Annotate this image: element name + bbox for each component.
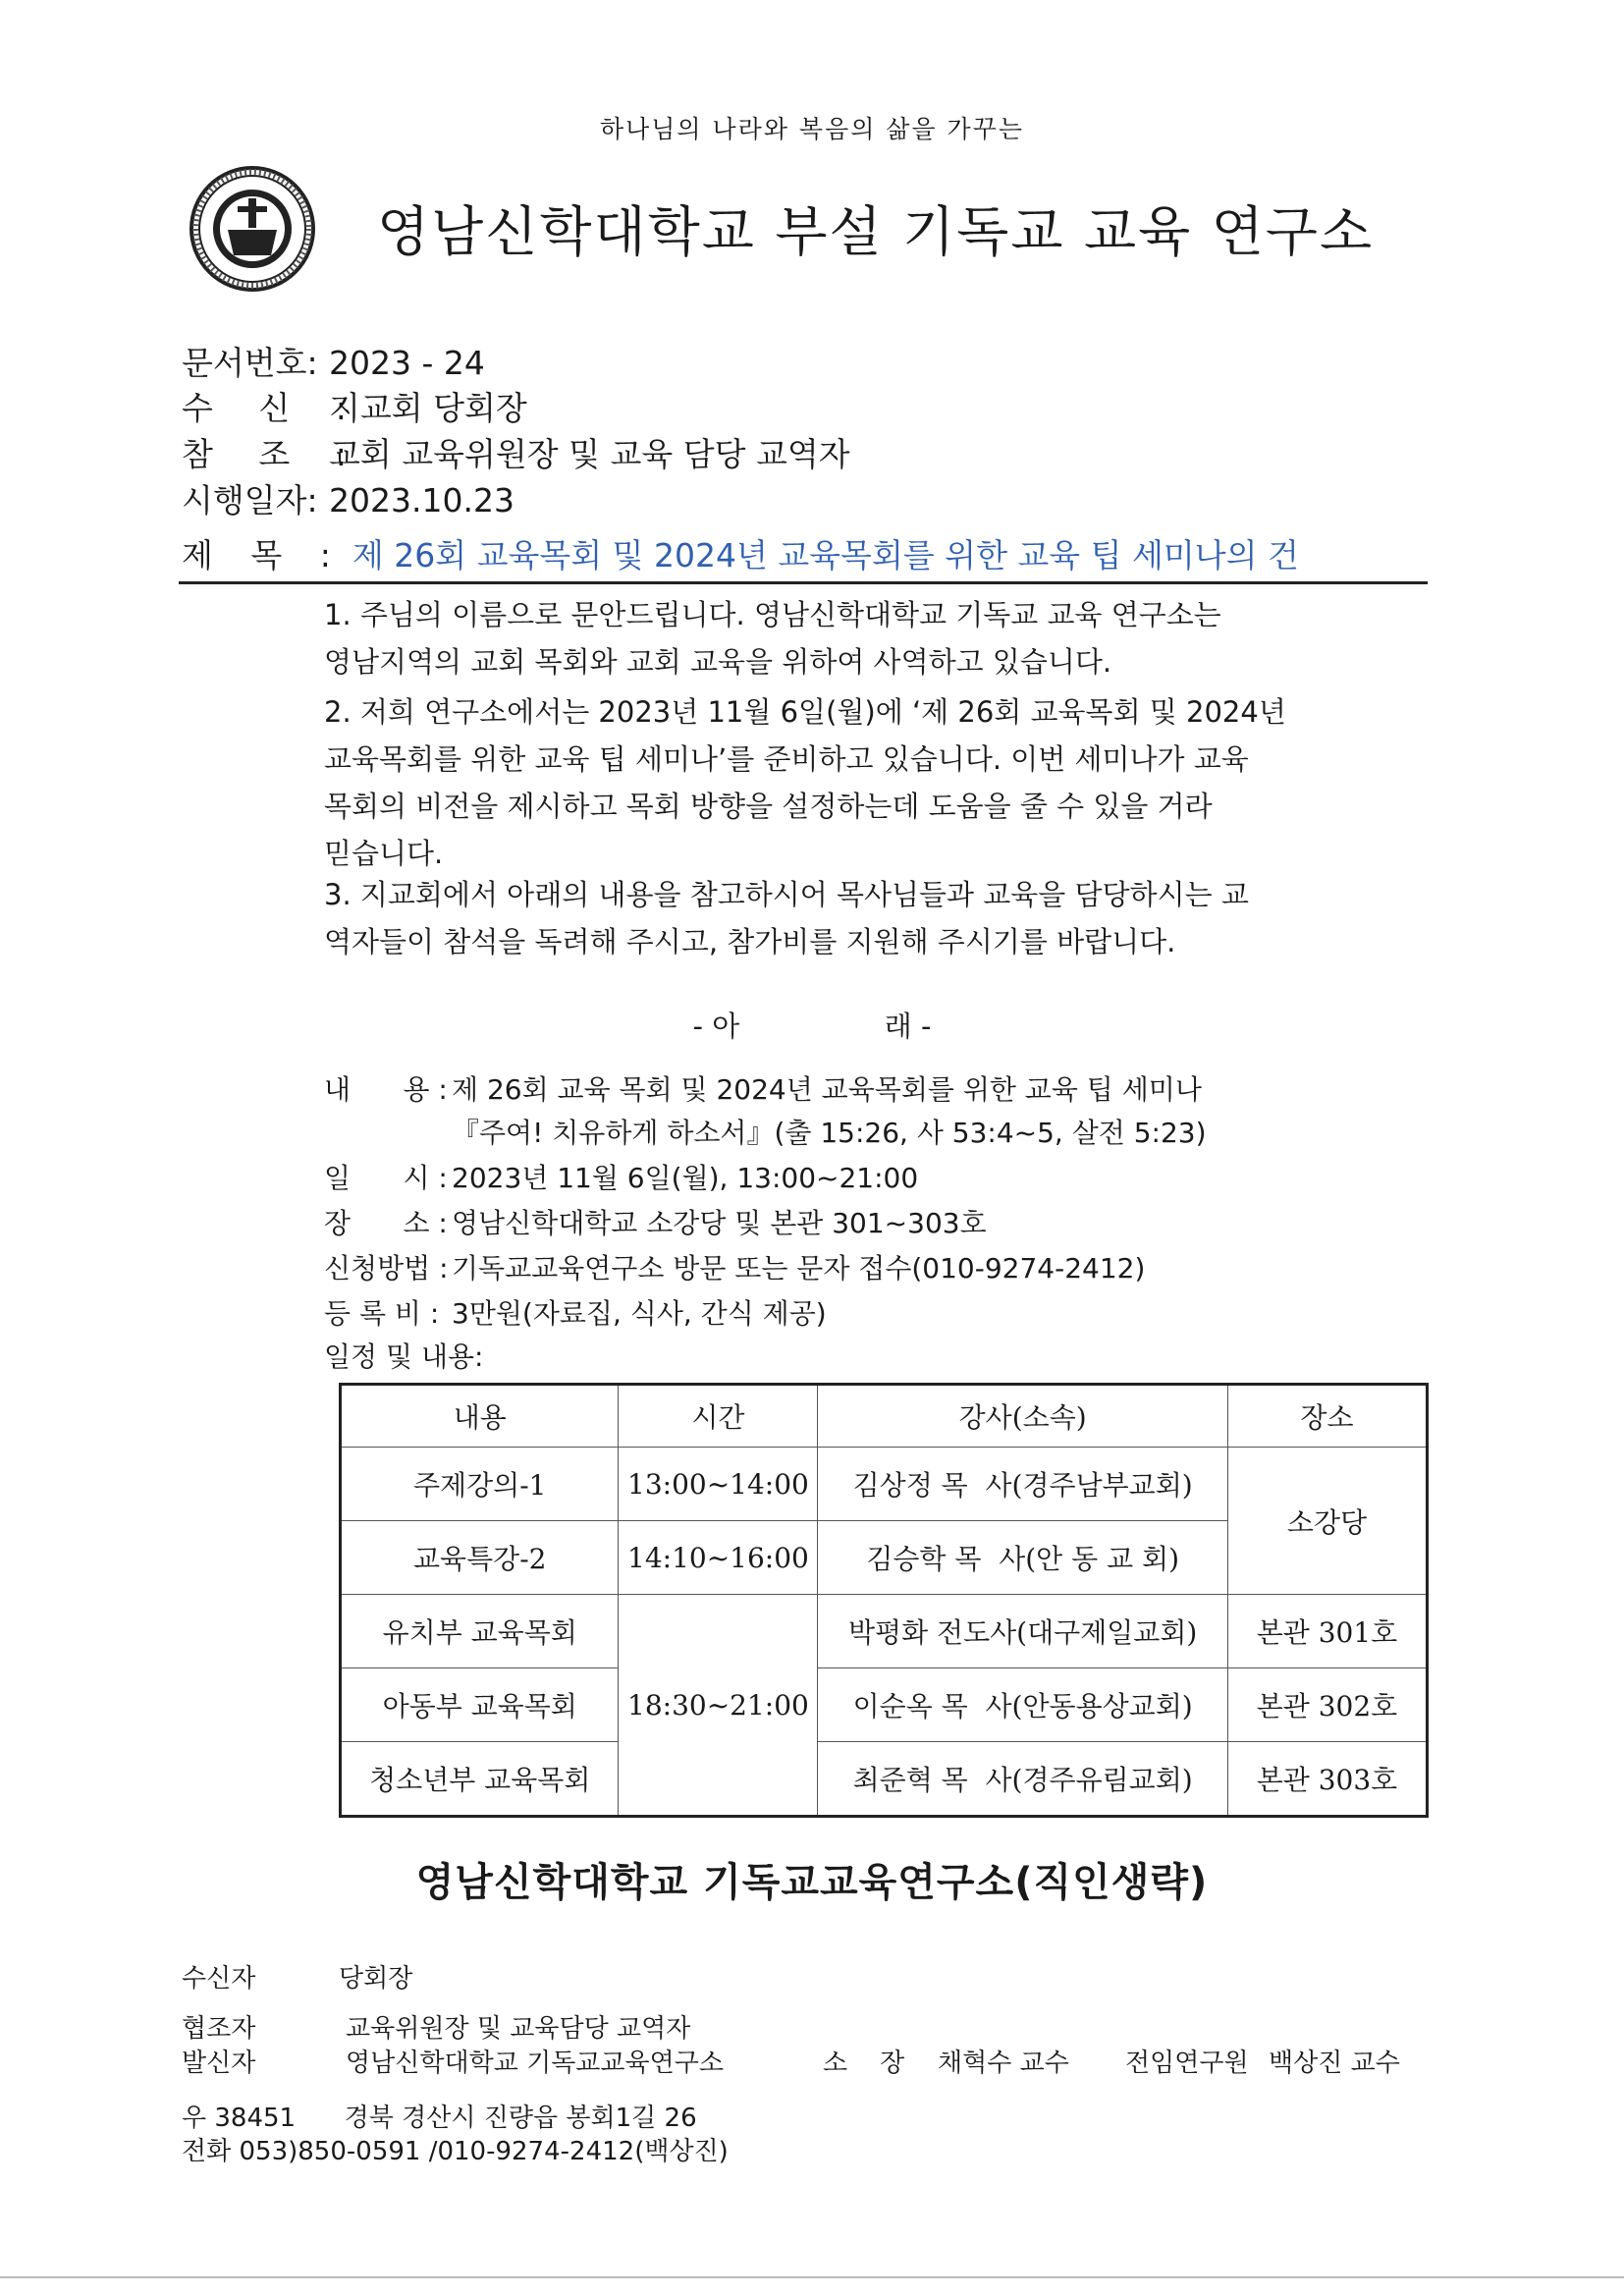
footer-sender: 영남신학대학교 기독교교육연구소	[346, 2049, 725, 2078]
cell-speaker: 김승학 목 사(안 동 교 회)	[818, 1521, 1228, 1595]
cell-content: 유치부 교육목회	[341, 1595, 619, 1668]
cell-speaker: 김상정 목 사(경주남부교회)	[818, 1448, 1228, 1521]
cell-place: 소강당	[1227, 1448, 1427, 1595]
table-header-row	[341, 1385, 1428, 1448]
cell-place: 본관 303호	[1227, 1742, 1427, 1817]
subject-label: 제 목 :	[182, 536, 345, 574]
detail-value: 영남신학대학교 소강당 및 본관 301~303호	[452, 1207, 987, 1239]
date-label: 시행일자:	[182, 481, 318, 519]
cell-content: 청소년부 교육목회	[341, 1742, 619, 1817]
column-header: 장소	[1227, 1385, 1427, 1448]
detail-value: 2023년 11월 6일(월), 13:00~21:00	[452, 1162, 919, 1194]
cell-time: 13:00~14:00	[619, 1448, 818, 1521]
page-bottom-rule	[0, 2276, 1624, 2278]
notice-heading: - 아 래 -	[692, 1010, 932, 1043]
footer-address: 우 38451 경북 경산시 진량읍 봉회1길 26	[182, 2104, 697, 2133]
paragraph-line: 2. 저희 연구소에서는 2023년 11월 6일(월)에 ‘제 26회 교육목회 및 2024년	[324, 695, 1286, 729]
reference-label: 참 조 :	[182, 435, 364, 473]
paragraph-line: 교육목회를 위한 교육 팁 세미나’를 준비하고 있습니다. 이번 세미나가 교육	[324, 742, 1249, 776]
paragraph-line: 목회의 비전을 제시하고 목회 방향을 설정하는데 도움을 줄 수 있을 거라	[324, 790, 1213, 823]
schedule-label: 일정 및 내용:	[324, 1340, 484, 1373]
detail-label: 등 록 비 :	[324, 1297, 440, 1330]
paragraph-line: 역자들이 참석을 독려해 주시고, 참가비를 지원해 주시기를 바랍니다.	[324, 925, 1176, 958]
detail-value: 기독교교육연구소 방문 또는 문자 접수(010-9274-2412)	[452, 1252, 1146, 1285]
cell-place: 본관 302호	[1227, 1668, 1427, 1742]
subject-underline	[179, 581, 1428, 584]
cell-speaker: 이순옥 목 사(안동용상교회)	[818, 1668, 1228, 1742]
paragraph-1	[324, 591, 1453, 685]
organization-title: 영남신학대학교 부설 기독교 교육 연구소	[377, 200, 1375, 263]
cell-content: 아동부 교육목회	[341, 1668, 619, 1742]
doc-number: 2023 - 24	[329, 344, 485, 382]
footer-coop: 교육위원장 및 교육담당 교역자	[346, 2014, 691, 2044]
table-row	[341, 1742, 1428, 1817]
paragraph-3	[324, 871, 1453, 965]
footer-researcher: 백상진 교수	[1269, 2049, 1400, 2078]
detail-when	[324, 1157, 918, 1196]
table-row	[341, 1448, 1428, 1521]
cell-content: 주제강의-1	[341, 1448, 619, 1521]
date-line	[182, 475, 514, 521]
cell-content: 교육특강-2	[341, 1521, 619, 1595]
subject-line	[182, 530, 1299, 576]
detail-apply	[324, 1247, 1145, 1286]
footer-sender-label: 발신자	[182, 2049, 256, 2078]
reference: 교회 교육위원장 및 교육 담당 교역자	[329, 435, 850, 473]
detail-label: 장 소 :	[324, 1207, 448, 1239]
footer-phone: 전화 053)850-0591 /010-9274-2412(백상진)	[182, 2137, 729, 2166]
footer-coop-label: 협조자	[182, 2014, 256, 2044]
detail-value: 3만원(자료집, 식사, 간식 제공)	[452, 1297, 827, 1330]
cell-place: 본관 301호	[1227, 1595, 1427, 1668]
footer-director-title: 소 장	[823, 2049, 905, 2078]
cell-speaker: 최준혁 목 사(경주유림교회)	[818, 1742, 1228, 1817]
reference-line	[182, 429, 850, 475]
column-header: 시간	[619, 1385, 818, 1448]
footer-researcher-title: 전임연구원	[1125, 2049, 1249, 2078]
table-row	[341, 1668, 1428, 1742]
detail-fee	[324, 1292, 827, 1332]
paragraph-line: 믿습니다.	[324, 837, 444, 870]
footer-receiver: 당회장	[339, 1964, 413, 1994]
subject: 제 26회 교육목회 및 2024년 교육목회를 위한 교육 팁 세미나의 건	[352, 536, 1299, 574]
paragraph-line: 3. 지교회에서 아래의 내용을 참고하시어 목사님들과 교육을 담당하시는 교	[324, 878, 1249, 911]
paragraph-line: 1. 주님의 이름으로 문안드립니다. 영남신학대학교 기독교 교육 연구소는	[324, 598, 1221, 631]
detail-label: 일 시 :	[324, 1162, 448, 1194]
detail-where	[324, 1202, 987, 1241]
issuer-name: 영남신학대학교 기독교교육연구소(직인생략)	[415, 1860, 1209, 1905]
recipient-line	[182, 383, 527, 429]
recipient-label: 수 신 :	[182, 389, 364, 427]
detail-label: 신청방법 :	[324, 1252, 449, 1285]
table-row	[341, 1595, 1428, 1668]
detail-content	[324, 1068, 1202, 1108]
paragraph-2	[324, 688, 1453, 877]
cell-time: 18:30~21:00	[619, 1595, 818, 1817]
doc-number-line	[182, 338, 485, 384]
schedule-table	[339, 1383, 1429, 1818]
detail-value: 제 26회 교육 목회 및 2024년 교육목회를 위한 교육 팁 세미나	[452, 1073, 1202, 1106]
cell-speaker: 박평화 전도사(대구제일교회)	[818, 1595, 1228, 1668]
doc-number-label: 문서번호:	[182, 344, 318, 382]
detail-content-subtitle: 『주여! 치유하게 하소서』(출 15:26, 사 53:4~5, 살전 5:23)	[452, 1117, 1207, 1149]
column-header: 강사(소속)	[818, 1385, 1228, 1448]
school-seal-icon	[189, 165, 316, 293]
detail-label: 내 용 :	[324, 1073, 448, 1106]
paragraph-line: 영남지역의 교회 목회와 교회 교육을 위하여 사역하고 있습니다.	[324, 645, 1112, 679]
cell-time: 14:10~16:00	[619, 1521, 818, 1595]
footer-director: 채혁수 교수	[938, 2049, 1069, 2078]
footer-receiver-label: 수신자	[182, 1964, 256, 1994]
column-header: 내용	[341, 1385, 619, 1448]
slogan: 하나님의 나라와 복음의 삶을 가꾸는	[599, 115, 1025, 143]
recipient: 지교회 당회장	[329, 389, 527, 427]
issue-date: 2023.10.23	[329, 481, 514, 519]
